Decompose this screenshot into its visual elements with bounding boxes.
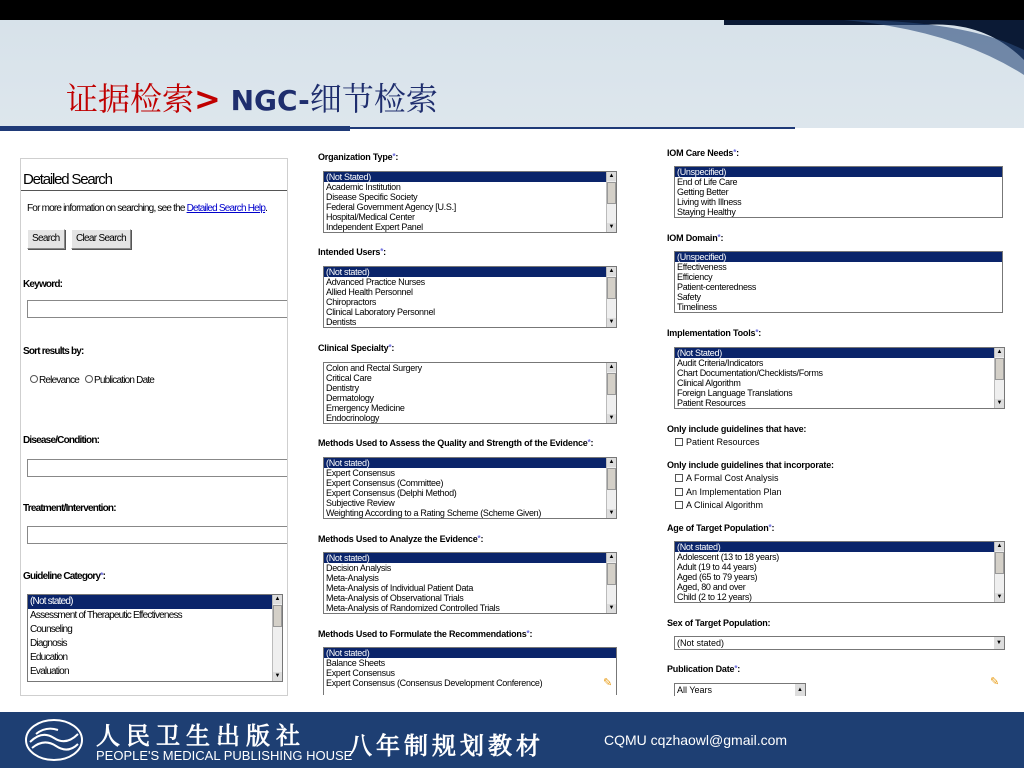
help-asterisk-icon[interactable]: *: [526, 629, 530, 638]
scroll-up-arrow-icon[interactable]: ▲: [274, 596, 281, 602]
list-item[interactable]: Clinical Laboratory Personnel: [326, 307, 435, 317]
scroll-down-arrow-icon[interactable]: ▼: [608, 605, 615, 611]
assess-evidence-text: Methods Used to Assess the Quality and Strength of the Evidence: [318, 438, 588, 448]
guideline-category-listbox[interactable]: [27, 594, 283, 682]
publisher-logo-icon: [22, 716, 86, 764]
disease-condition-input[interactable]: [27, 459, 288, 477]
list-item[interactable]: Aged, 80 and over: [677, 582, 746, 592]
list-item[interactable]: Aged (65 to 79 years): [677, 572, 758, 582]
list-item[interactable]: (Not stated): [324, 267, 616, 277]
publication-date-value: All Years: [677, 685, 713, 695]
listbox-scrollbar[interactable]: [994, 542, 1004, 602]
list-item[interactable]: End of Life Care: [677, 177, 738, 187]
list-item[interactable]: Safety: [677, 292, 701, 302]
guidelines-have-label: Only include guidelines that have:: [667, 424, 807, 434]
list-item[interactable]: (Unspecified): [675, 252, 1002, 262]
list-item[interactable]: Chart Documentation/Checklists/Forms: [677, 368, 823, 378]
analyze-evidence-text: Methods Used to Analyze the Evidence: [318, 534, 478, 544]
list-item[interactable]: Independent Expert Panel: [326, 222, 423, 232]
publication-date-select[interactable]: [674, 683, 806, 696]
guideline-category-text: Guideline Category: [23, 571, 101, 582]
iom-domain-listbox[interactable]: [674, 251, 1003, 313]
help-asterisk-icon[interactable]: *: [717, 233, 721, 242]
checkbox-label: A Clinical Algorithm: [686, 500, 764, 510]
listbox-scrollbar[interactable]: [272, 595, 282, 681]
intended-users-listbox[interactable]: [323, 266, 617, 328]
publication-date-label: Publication Date*:: [667, 664, 741, 674]
title-detail-search: 细节检索: [309, 80, 438, 118]
listbox-scrollbar[interactable]: [994, 348, 1004, 408]
implementation-plan-checkbox-row[interactable]: [675, 487, 782, 497]
scroll-thumb[interactable]: [607, 182, 616, 204]
textbook-series-slogan: 八年制规划教材: [348, 731, 544, 760]
age-target-population-listbox[interactable]: [674, 541, 1005, 603]
clinical-specialty-listbox[interactable]: [323, 362, 617, 424]
checkbox-label: A Formal Cost Analysis: [686, 473, 779, 483]
list-item[interactable]: (Not stated): [324, 648, 616, 658]
implementation-tools-text: Implementation Tools: [667, 328, 756, 338]
list-item[interactable]: Hospital/Medical Center: [326, 212, 415, 222]
list-item[interactable]: Weighting According to a Rating Scheme (Scheme Given): [326, 508, 542, 518]
list-item[interactable]: Expert Consensus: [326, 468, 395, 478]
list-item[interactable]: Living with Illness: [677, 197, 742, 207]
intended-users-text: Intended Users: [318, 247, 381, 257]
age-target-population-text: Age of Target Population: [667, 523, 769, 533]
sort-results-label: Sort results by:: [23, 346, 84, 357]
list-item[interactable]: Meta-Analysis: [326, 573, 379, 583]
list-item[interactable]: Child (2 to 12 years): [677, 592, 752, 602]
publisher-name-chinese: 人民卫生出版社: [96, 721, 306, 750]
list-item[interactable]: Adolescent (13 to 18 years): [677, 552, 779, 562]
search-filters-middle-panel: [316, 148, 620, 696]
scroll-thumb[interactable]: [995, 358, 1004, 380]
search-filters-right-panel: [665, 148, 1006, 696]
iom-care-needs-label: IOM Care Needs*:: [667, 148, 739, 158]
corner-swoosh-decoration: [724, 20, 1024, 150]
dropdown-arrow-icon[interactable]: ▼: [994, 637, 1004, 649]
checkbox[interactable]: [675, 474, 683, 482]
list-item[interactable]: Education: [30, 652, 68, 663]
list-item[interactable]: Clinical Algorithm: [677, 378, 741, 388]
list-item[interactable]: Staying Healthy: [677, 207, 736, 217]
scroll-down-arrow-icon[interactable]: ▼: [608, 319, 615, 325]
analyze-evidence-listbox[interactable]: [323, 552, 617, 614]
listbox-scrollbar[interactable]: [606, 458, 616, 518]
list-item[interactable]: Endocrinology: [326, 413, 380, 423]
organization-type-text: Organization Type: [318, 152, 393, 162]
listbox-scrollbar[interactable]: [606, 172, 616, 232]
scroll-down-arrow-icon[interactable]: ▼: [996, 594, 1003, 600]
list-item[interactable]: Emergency Medicine: [326, 403, 405, 413]
intended-users-label: Intended Users*:: [318, 247, 386, 257]
sort-pubdate-radio[interactable]: [85, 375, 93, 383]
list-item[interactable]: Assessment of Therapeutic Effectiveness: [30, 610, 182, 621]
keyword-input[interactable]: [27, 300, 288, 318]
scroll-thumb[interactable]: [607, 563, 616, 585]
checkbox-label: An Implementation Plan: [686, 487, 782, 497]
scroll-down-arrow-icon[interactable]: ▼: [996, 400, 1003, 406]
clinical-specialty-label: Clinical Specialty*:: [318, 343, 395, 353]
help-asterisk-icon[interactable]: *: [392, 152, 396, 161]
list-item[interactable]: Meta-Analysis of Randomized Controlled Trials: [326, 603, 500, 613]
age-target-population-label: Age of Target Population*:: [667, 523, 775, 533]
list-item[interactable]: Getting Better: [677, 187, 729, 197]
publisher-name-english: PEOPLE'S MEDICAL PUBLISHING HOUSE: [96, 748, 353, 763]
checkbox[interactable]: [675, 488, 683, 496]
listbox-scrollbar[interactable]: [606, 363, 616, 423]
guideline-category-label: Guideline Category*:: [23, 571, 106, 582]
list-item[interactable]: (Not stated): [324, 458, 616, 468]
title-ngc: NGC-: [220, 84, 310, 117]
list-item[interactable]: Dentistry: [326, 383, 359, 393]
dropdown-arrow-icon[interactable]: ▲: [795, 684, 805, 696]
list-item[interactable]: Chiropractors: [326, 297, 377, 307]
help-asterisk-icon[interactable]: *: [380, 247, 384, 256]
help-asterisk-icon[interactable]: *: [734, 664, 738, 673]
scroll-thumb[interactable]: [607, 277, 616, 299]
scroll-thumb[interactable]: [607, 373, 616, 395]
formulate-recommendations-listbox[interactable]: [323, 647, 617, 695]
list-item[interactable]: Subjective Review: [326, 498, 395, 508]
sex-target-population-value: (Not stated): [677, 638, 725, 648]
list-item[interactable]: Dermatology: [326, 393, 374, 403]
list-item[interactable]: Federal Government Agency [U.S.]: [326, 202, 456, 212]
pencil-icon: ✎: [603, 677, 613, 689]
list-item[interactable]: Decision Analysis: [326, 563, 391, 573]
sort-relevance-radio[interactable]: [30, 375, 38, 383]
publication-date-text: Publication Date: [667, 664, 735, 674]
guidelines-incorporate-label: Only include guidelines that incorporate:: [667, 460, 834, 470]
keyword-label: Keyword:: [23, 279, 63, 290]
help-asterisk-icon[interactable]: *: [755, 328, 759, 337]
disease-condition-label: Disease/Condition:: [23, 435, 100, 446]
help-info-text: [27, 203, 267, 214]
listbox-scrollbar[interactable]: [606, 553, 616, 613]
scroll-down-arrow-icon[interactable]: ▼: [608, 415, 615, 421]
title-underline-thin: [350, 127, 795, 129]
help-asterisk-icon[interactable]: *: [100, 571, 103, 580]
list-item[interactable]: Patient Resources: [677, 398, 746, 408]
list-item[interactable]: Audit Criteria/Indicators: [677, 358, 764, 368]
list-item[interactable]: Efficiency: [677, 272, 713, 282]
slide-footer: [0, 712, 1024, 768]
implementation-tools-label: Implementation Tools*:: [667, 328, 762, 338]
scroll-down-arrow-icon[interactable]: ▼: [274, 673, 281, 679]
list-item[interactable]: Critical Care: [326, 373, 372, 383]
list-item[interactable]: Balance Sheets: [326, 658, 385, 668]
iom-domain-text: IOM Domain: [667, 233, 718, 243]
list-item[interactable]: Diagnosis: [30, 638, 67, 649]
sex-target-population-select[interactable]: [674, 636, 1005, 650]
slide-title: [66, 74, 438, 120]
author-contact: CQMU cqzhaowl@gmail.com: [604, 732, 788, 748]
list-item[interactable]: Expert Consensus: [326, 668, 395, 678]
help-info-prefix: For more information on searching, see the: [27, 203, 187, 214]
title-separator: >: [194, 80, 221, 118]
list-item[interactable]: Evaluation: [30, 666, 69, 677]
detailed-search-help-link[interactable]: Detailed Search Help: [186, 203, 266, 214]
help-asterisk-icon[interactable]: *: [388, 343, 392, 352]
sex-target-population-label: Sex of Target Population:: [667, 618, 771, 628]
help-asterisk-icon[interactable]: *: [477, 534, 481, 543]
scroll-up-arrow-icon[interactable]: ▲: [996, 543, 1003, 549]
checkbox[interactable]: [675, 438, 683, 446]
patient-resources-checkbox-row[interactable]: [675, 437, 760, 447]
pencil-icon: ✎: [990, 676, 1000, 688]
search-button[interactable]: Search: [27, 229, 65, 249]
clear-search-button[interactable]: Clear Search: [71, 229, 131, 249]
scroll-down-arrow-icon[interactable]: ▼: [608, 510, 615, 516]
organization-type-label: Organization Type*:: [318, 152, 399, 162]
heading-divider: [21, 190, 288, 191]
sort-relevance-label: Relevance: [39, 375, 80, 386]
list-item[interactable]: (Not Stated): [324, 172, 616, 182]
help-asterisk-icon[interactable]: *: [587, 438, 591, 447]
list-item[interactable]: Disease Specific Society: [326, 192, 418, 202]
scroll-up-arrow-icon[interactable]: ▲: [608, 268, 615, 274]
formulate-recommendations-label: Methods Used to Formulate the Recommendations*:: [318, 629, 533, 639]
listbox-scrollbar[interactable]: [606, 267, 616, 327]
treatment-intervention-input[interactable]: [27, 526, 288, 544]
list-item[interactable]: Colon and Rectal Surgery: [326, 363, 422, 373]
list-item[interactable]: Adult (19 to 44 years): [677, 562, 757, 572]
assess-evidence-label: Methods Used to Assess the Quality and Strength of the Evidence*:: [318, 438, 594, 448]
list-item[interactable]: Patient-centeredness: [677, 282, 757, 292]
detailed-search-panel: [20, 158, 288, 696]
list-item[interactable]: (Not stated): [28, 595, 282, 609]
scroll-thumb[interactable]: [995, 552, 1004, 574]
sort-options: [30, 375, 154, 386]
list-item[interactable]: Dentists: [326, 317, 357, 327]
title-underline-bold: [0, 126, 350, 131]
organization-type-listbox[interactable]: [323, 171, 617, 233]
assess-evidence-listbox[interactable]: [323, 457, 617, 519]
list-item[interactable]: Academic Institution: [326, 182, 401, 192]
iom-care-needs-listbox[interactable]: [674, 166, 1003, 218]
list-item[interactable]: Expert Consensus (Committee): [326, 478, 444, 488]
list-item[interactable]: Effectiveness: [677, 262, 727, 272]
checkbox[interactable]: [675, 501, 683, 509]
list-item[interactable]: Counseling: [30, 624, 73, 635]
implementation-tools-listbox[interactable]: [674, 347, 1005, 409]
help-asterisk-icon[interactable]: *: [733, 148, 737, 157]
list-item[interactable]: Advanced Practice Nurses: [326, 277, 425, 287]
list-item[interactable]: (Not stated): [675, 542, 1004, 552]
scroll-up-arrow-icon[interactable]: ▲: [608, 554, 615, 560]
scroll-thumb[interactable]: [607, 468, 616, 490]
list-item[interactable]: Expert Consensus (Consensus Development Conference): [326, 678, 543, 688]
formal-cost-analysis-checkbox-row[interactable]: [675, 473, 779, 483]
list-item[interactable]: Foreign Language Translations: [677, 388, 793, 398]
list-item[interactable]: (Unspecified): [675, 167, 1002, 177]
help-info-suffix: .: [265, 203, 268, 214]
scroll-up-arrow-icon[interactable]: ▲: [608, 364, 615, 370]
iom-care-needs-text: IOM Care Needs: [667, 148, 734, 158]
detailed-search-heading: Detailed Search: [23, 171, 112, 188]
checkbox-label: Patient Resources: [686, 437, 760, 447]
list-item[interactable]: Allied Health Personnel: [326, 287, 413, 297]
analyze-evidence-label: Methods Used to Analyze the Evidence*:: [318, 534, 484, 544]
list-item[interactable]: (Not Stated): [675, 348, 1004, 358]
clinical-specialty-text: Clinical Specialty: [318, 343, 389, 353]
scroll-up-arrow-icon[interactable]: ▲: [608, 173, 615, 179]
list-item[interactable]: (Not stated): [324, 553, 616, 563]
scroll-up-arrow-icon[interactable]: ▲: [608, 459, 615, 465]
slide-top-bar: [0, 0, 1024, 20]
iom-domain-label: IOM Domain*:: [667, 233, 724, 243]
clinical-algorithm-checkbox-row[interactable]: [675, 500, 763, 510]
scroll-up-arrow-icon[interactable]: ▲: [996, 349, 1003, 355]
sort-pubdate-label: Publication Date: [94, 375, 155, 386]
treatment-intervention-label: Treatment/Intervention:: [23, 503, 116, 514]
scroll-down-arrow-icon[interactable]: ▼: [608, 224, 615, 230]
help-asterisk-icon[interactable]: *: [768, 523, 772, 532]
formulate-recommendations-text: Methods Used to Formulate the Recommendations: [318, 629, 527, 639]
scroll-thumb[interactable]: [273, 605, 282, 627]
title-evidence-search: 证据检索: [66, 80, 195, 118]
list-item[interactable]: Timeliness: [677, 302, 717, 312]
list-item[interactable]: Expert Consensus (Delphi Method): [326, 488, 457, 498]
list-item[interactable]: Meta-Analysis of Individual Patient Data: [326, 583, 474, 593]
list-item[interactable]: Meta-Analysis of Observational Trials: [326, 593, 464, 603]
